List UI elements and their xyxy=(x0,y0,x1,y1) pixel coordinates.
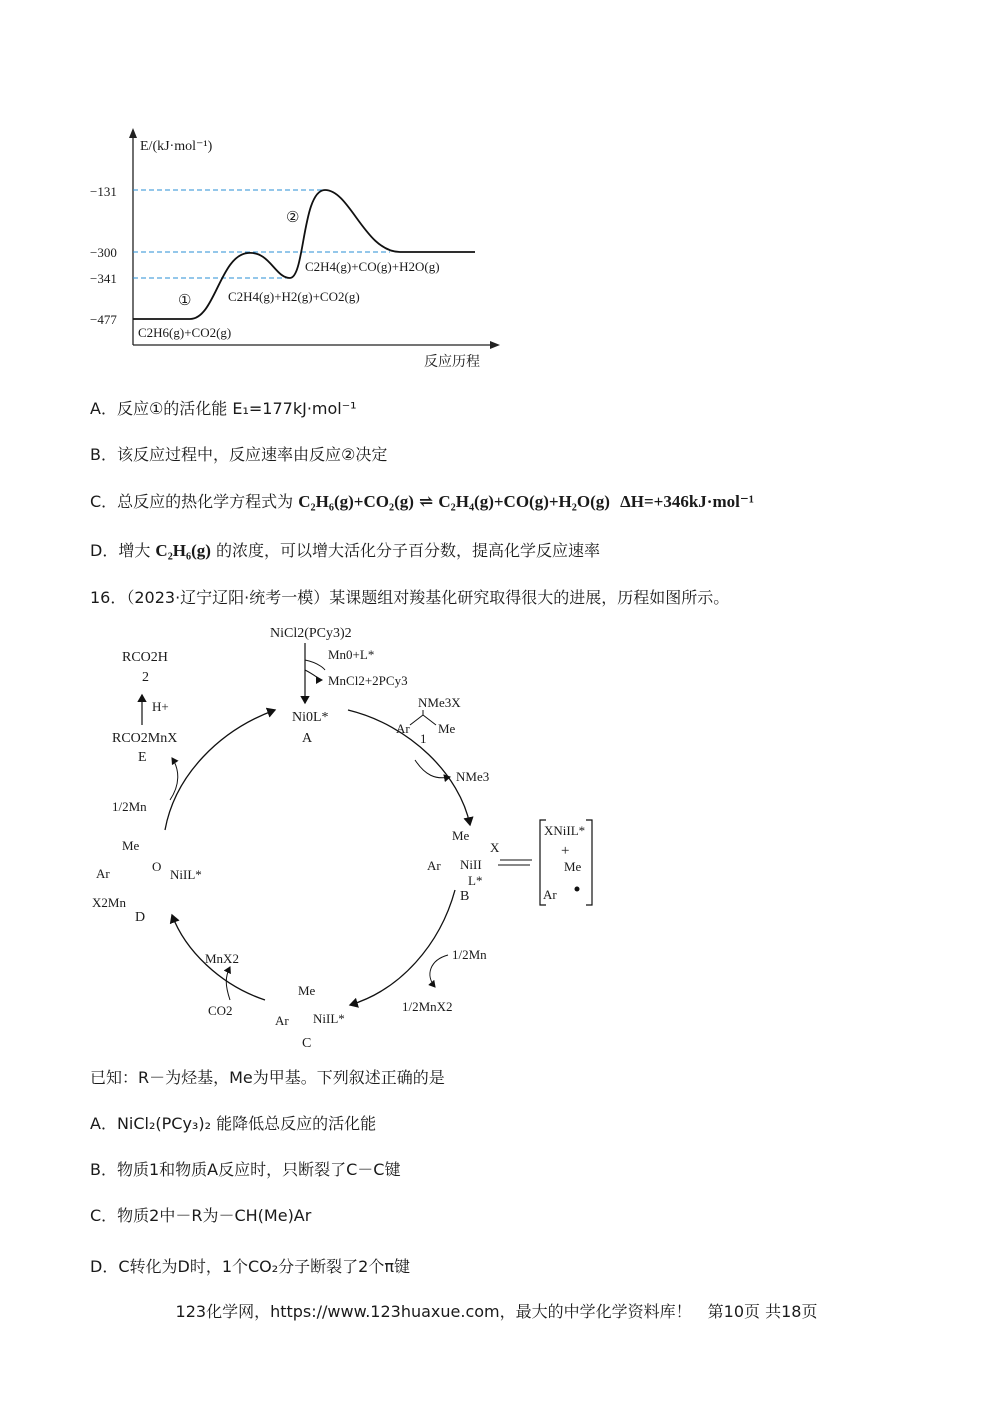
q15-option-c xyxy=(90,489,754,512)
q15-option-a: A．反应①的活化能 E₁=177kJ·mol⁻¹ xyxy=(90,399,357,418)
species-c-ar: Ar xyxy=(275,1013,289,1028)
q15-d-suffix: 的浓度，可以增大活化分子百分数，提高化学反应速率 xyxy=(216,541,601,560)
species-b-ni: NiII xyxy=(460,857,482,872)
nme3-out: NMe3 xyxy=(456,769,490,784)
radical-plus: + xyxy=(561,843,570,859)
substrate-1-me: Me xyxy=(438,721,456,736)
q16-known: 已知：R－为烃基，Me为甲基。下列叙述正确的是 xyxy=(90,1068,445,1087)
catalytic-cycle-diagram xyxy=(80,615,620,1055)
byproduct-out: MnCl2+2PCy3 xyxy=(328,673,408,688)
q16-option-a: A．NiCl₂(PCy₃)₂ 能降低总反应的活化能 xyxy=(90,1114,377,1133)
q16-option-c: C．物质2中－R为－CH(Me)Ar xyxy=(90,1206,312,1225)
product-formula: RCO2H xyxy=(122,650,168,665)
precatalyst-label: NiCl2(PCy3)2 xyxy=(270,626,352,641)
q15-d-formula: C₂H₆(g) xyxy=(155,541,211,560)
q16-stem: 16．（2023·辽宁辽阳·统考一模）某课题组对羧基化研究取得很大的进展，历程如图所示。 xyxy=(90,588,730,607)
y-axis-label: E/(kJ·mol⁻¹) xyxy=(140,139,213,154)
q16-option-d: D．C转化为D时，1个CO₂分子断裂了2个π键 xyxy=(90,1257,410,1276)
species-b-l: L* xyxy=(468,873,483,888)
y-tick-131: −131 xyxy=(90,184,117,199)
species-a-formula: Ni0L* xyxy=(292,710,329,725)
y-tick-477: −477 xyxy=(90,312,117,327)
substrate-1-ar: Ar xyxy=(396,721,410,736)
species-b-me: Me xyxy=(452,828,470,843)
species-d-ar: Ar xyxy=(96,866,110,881)
q15-option-b: B．该反应过程中，反应速率由反应②决定 xyxy=(90,445,388,464)
q16-option-b: B．物质1和物质A反应时，只断裂了C－C键 xyxy=(90,1160,401,1179)
substrate-1-nme3x: NMe3X xyxy=(418,695,461,710)
radical-xni-l: XNiIL* xyxy=(544,823,586,838)
y-tick-341: −341 xyxy=(90,271,117,286)
arc-e-to-a xyxy=(165,710,275,830)
step-1-marker: ① xyxy=(178,293,192,309)
species-d-label: D xyxy=(135,910,146,925)
species-d-o: O xyxy=(152,859,162,874)
species-final: C2H4(g)+CO(g)+H2O(g) xyxy=(305,259,440,274)
q15-c-dh: ΔH=+346kJ·mol⁻¹ xyxy=(620,492,754,511)
half-mnx2-out: 1/2MnX2 xyxy=(402,999,453,1014)
species-d-ni: NiIL* xyxy=(170,867,202,882)
q15-d-prefix: D．增大 xyxy=(90,541,151,560)
q15-c-prefix: C．总反应的热化学方程式为 xyxy=(90,492,294,511)
species-initial: C2H6(g)+CO2(g) xyxy=(138,325,232,340)
q15-option-d xyxy=(90,538,600,561)
species-a-label: A xyxy=(302,731,313,746)
arc-b-to-c xyxy=(350,890,455,1005)
species-c-ni: NiIL* xyxy=(313,1011,345,1026)
half-mn-left: 1/2Mn xyxy=(112,799,147,814)
q15-c-right: C₂H₄(g)+CO(g)+H₂O(g) xyxy=(438,492,610,511)
q15-c-left: C₂H₆(g)+CO₂(g) xyxy=(298,492,414,511)
species-b-ar: Ar xyxy=(427,858,441,873)
energy-profile-chart xyxy=(90,120,510,380)
half-mn-right: 1/2Mn xyxy=(452,947,487,962)
y-tick-300: −300 xyxy=(90,245,117,260)
species-e-formula: RCO2MnX xyxy=(112,731,178,746)
product-number: 2 xyxy=(142,670,149,685)
radical-ar: Ar xyxy=(543,887,557,902)
species-e-label: E xyxy=(138,750,147,765)
radical-me: Me xyxy=(564,859,582,874)
species-d-x2mn: X2Mn xyxy=(92,895,126,910)
substrate-1-number: 1 xyxy=(420,731,427,746)
x-axis-label: 反应历程 xyxy=(424,354,480,370)
page-footer: 123化学网，https://www.123huaxue.com，最大的中学化学资料库！ 第10页 共18页 xyxy=(175,1302,818,1321)
reagent-in: Mn0+L* xyxy=(328,647,375,662)
species-c-label: C xyxy=(302,1036,312,1051)
step-2-marker: ② xyxy=(286,210,300,226)
mnx2-out: MnX2 xyxy=(205,951,239,966)
species-c-me: Me xyxy=(298,983,316,998)
species-intermediate: C2H4(g)+H2(g)+CO2(g) xyxy=(228,289,360,304)
co2-in: CO2 xyxy=(208,1003,233,1018)
h-plus: H+ xyxy=(152,699,169,714)
species-b-x: X xyxy=(490,840,500,855)
species-d-me: Me xyxy=(122,838,140,853)
q15-c-arrow: ⇌ xyxy=(419,492,434,511)
species-b-label: B xyxy=(460,889,470,904)
